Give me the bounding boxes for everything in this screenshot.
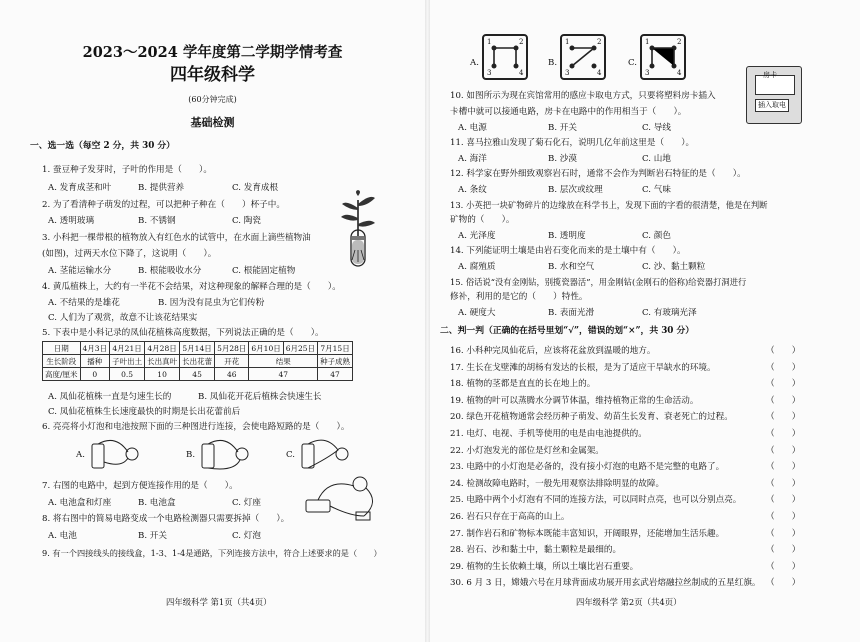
option-6b: B. [186, 450, 196, 460]
list-item: 19. 植物的叶可以蒸腾水分调节体温，维持植物正常的生命活动。 [450, 395, 699, 406]
time-note: (60分钟完成) [188, 95, 237, 104]
question-2: 2. 为了看清种子萌发的过程，可以把种子种在（ ）杯子中。 [42, 200, 285, 210]
question-12: 12. 科学家在野外细致观察岩石时，通常不会作为判断岩石特征的是（ ）。 [450, 169, 746, 179]
option-8c: C. 灯泡 [232, 531, 261, 541]
question-1: 1. 蚕豆种子发芽时，子叶的作用是（ ）。 [42, 165, 212, 175]
table-cell: 长出花蕾 [180, 355, 215, 368]
question-10-line1: 10. 如图所示为现在宾馆常用的感应卡取电方式，只要将塑料房卡插入 [450, 91, 716, 101]
option-6a: A. [76, 450, 85, 460]
option-13b: B. 透明度 [548, 231, 586, 241]
table-cell: 0 [80, 368, 110, 381]
option-2b: B. 不锈钢 [138, 216, 176, 226]
page-2 [430, 0, 860, 642]
card-slot-figure [746, 66, 802, 124]
circuit-c-figure [298, 436, 362, 472]
section-heading-1: 一、选一选（每空 2 分，共 30 分） [30, 141, 175, 151]
option-4b: B. 因为没有昆虫为它们传粉 [158, 298, 265, 308]
table-cell: 开花 [215, 355, 249, 368]
answer-parentheses[interactable]: （ ） [766, 379, 801, 390]
option-2a: A. 透明玻璃 [48, 216, 95, 226]
option-3b: B. 根能吸收水分 [138, 266, 202, 276]
question-10-line2: 卡槽中就可以接通电路，房卡在电路中的作用相当于（ ）。 [450, 107, 687, 117]
answer-parentheses[interactable]: （ ） [766, 346, 801, 356]
terminal-label: 4 [677, 69, 682, 77]
list-item: 26. 岩石只存在于高高的山上。 [450, 512, 570, 522]
terminal-label: 1 [487, 38, 492, 46]
list-item: 29. 植物的生长依赖土壤，所以土壤比岩石重要。 [450, 561, 639, 572]
terminal-label: 1 [565, 38, 570, 46]
question-13-line2: 矿物的（ ）。 [450, 215, 515, 225]
option-3c: C. 根能固定植物 [232, 266, 296, 276]
option-5a: A. 凤仙花植株一直是匀速生长的 [48, 392, 172, 402]
option-4a: A. 不结果的是雄花 [48, 298, 120, 308]
terminal-label: 2 [519, 38, 524, 46]
answer-parentheses[interactable]: （ ） [766, 512, 801, 522]
wire-diagram-b [562, 36, 604, 78]
table-cell: 5月28日 [215, 342, 249, 355]
list-item: 20. 绿色开花植物通常会经历种子萌发、幼苗生长发育、衰老死亡的过程。 [450, 412, 733, 423]
answer-parentheses[interactable]: （ ） [766, 395, 801, 406]
question-15-line1: 15. 俗话说“没有金刚钻，别揽瓷器活”，用金刚钻(金刚石的俗称)给瓷器打洞进行 [450, 277, 747, 287]
table-row [43, 368, 353, 381]
wire-diagram-c [642, 36, 684, 78]
question-9: 9. 有一个四接线头的接线盒，1-3、1-4是通路，下列连接方法中，符合上述要求的是（ ） [42, 548, 382, 558]
option-4c: C. 人们为了观赏，故意不让该花结果实 [48, 313, 198, 323]
terminal-label: 3 [645, 69, 650, 77]
answer-parentheses[interactable]: （ ） [766, 462, 801, 473]
option-9a: A. [470, 58, 479, 68]
table-cell: 结果 [249, 355, 318, 368]
table-row [43, 342, 353, 355]
list-item: 18. 植物的茎都是直直的长在地上的。 [450, 379, 596, 390]
terminal-label: 2 [677, 38, 682, 46]
table-cell: 高度/厘米 [43, 368, 81, 381]
answer-parentheses[interactable]: （ ） [766, 578, 801, 589]
option-11c: C. 山地 [642, 154, 671, 164]
part-heading: 基础检测 [190, 116, 235, 129]
answer-parentheses[interactable]: （ ） [766, 445, 801, 456]
list-item: 17. 生长在戈壁滩的胡杨有发达的长根，是为了适应干旱缺水的环境。 [450, 362, 716, 373]
question-3-line1: 3. 小科把一棵带根的植物放入有红色水的试管中，在水面上滴些植物油 [42, 233, 311, 243]
simple-circuit-figure [300, 470, 386, 526]
table-cell: 播种 [80, 355, 110, 368]
table-cell: 子叶出土 [110, 355, 145, 368]
question-7: 7. 右图的电路中，起到方便连接作用的是（ ）。 [42, 481, 238, 491]
list-item: 27. 制作岩石和矿物标本既能丰富知识，开阔眼界，还能增加生活乐趣。 [450, 528, 725, 539]
option-13c: C. 颜色 [642, 231, 671, 241]
question-13-line1: 13. 小英把一块矿物碎片的边缘放在科学书上，发现下面的字看的很清楚，他是在判断 [450, 200, 768, 210]
option-15a: A. 硬度大 [458, 308, 496, 318]
answer-parentheses[interactable]: （ ） [766, 478, 801, 489]
question-4: 4. 黄瓜植株上，大约有一半花不会结果，对这种现象的解释合理的是（ ）。 [42, 282, 341, 292]
table-cell: 6月10日 [249, 342, 283, 355]
question-5: 5. 下表中是小科记录的凤仙花植株高度数据，下列说法正确的是（ ）。 [42, 328, 324, 338]
table-cell: 7月15日 [318, 342, 353, 355]
circuit-b-figure [198, 436, 262, 472]
terminal-label: 2 [597, 38, 602, 46]
table-cell: 日期 [43, 342, 81, 355]
option-14a: A. 腐殖质 [458, 262, 496, 272]
table-cell: 6月25日 [283, 342, 317, 355]
answer-parentheses[interactable]: （ ） [766, 561, 801, 572]
answer-parentheses[interactable]: （ ） [766, 362, 801, 373]
page-2-footer: 四年级科学 第2页（共4页） [576, 597, 682, 607]
question-8: 8. 将右图中的简易电路变成一个电路检测器只需要拆掉（ ）。 [42, 514, 290, 524]
answer-parentheses[interactable]: （ ） [766, 545, 801, 556]
option-5b: B. 凤仙花开花后植株会快速生长 [198, 392, 322, 402]
table-cell: 46 [215, 368, 249, 381]
wire-diagram-a [484, 36, 526, 78]
table-cell: 47 [249, 368, 318, 381]
option-15c: C. 有玻璃光泽 [642, 308, 697, 318]
option-7b: B. 电池盒 [138, 498, 176, 508]
table-cell: 4月21日 [110, 342, 145, 355]
option-1c: C. 发育成根 [232, 183, 279, 193]
card-slot-label: 插入取电 [755, 99, 789, 112]
answer-parentheses[interactable]: （ ） [766, 412, 801, 423]
table-cell: 10 [145, 368, 180, 381]
plant-in-test-tube-figure [338, 190, 378, 270]
table-cell: 0.5 [110, 368, 145, 381]
option-9c: C. [628, 58, 638, 68]
option-9b: B. [548, 58, 558, 68]
list-item: 21. 电灯、电视、手机等使用的电是由电池提供的。 [450, 429, 647, 439]
question-6: 6. 亮亮将小灯泡和电池按照下面的三种图进行连接，会使电路短路的是（ ）。 [42, 422, 350, 432]
option-1a: A. 发育成茎和叶 [48, 183, 112, 193]
option-7c: C. 灯座 [232, 498, 261, 508]
terminal-label: 1 [645, 38, 650, 46]
section-heading-2: 二、判一判（正确的在括号里划“√”，错误的划“×”，共 30 分） [440, 326, 695, 336]
table-cell: 生长阶段 [43, 355, 81, 368]
option-5c: C. 凤仙花植株生长速度最快的时期是长出花蕾前后 [48, 407, 241, 417]
circuit-a-figure [88, 436, 152, 472]
answer-parentheses[interactable]: （ ） [766, 495, 801, 506]
option-14c: C. 沙、黏土颗粒 [642, 262, 706, 272]
question-15-line2: 修补，利用的是它的（ ）特性。 [450, 292, 588, 302]
list-item: 22. 小灯泡发光的部位是灯丝和金属架。 [450, 445, 604, 456]
page-1 [0, 0, 425, 642]
option-10c: C. 导线 [642, 123, 671, 133]
subject-title: 四年级科学 [170, 65, 255, 85]
terminal-label: 3 [487, 69, 492, 77]
terminal-label: 4 [597, 69, 602, 77]
table-cell: 4月28日 [145, 342, 180, 355]
option-2c: C. 陶瓷 [232, 216, 261, 226]
table-cell: 4月3日 [80, 342, 110, 355]
question-14: 14. 下列能证明土壤是由岩石变化而来的是土壤中有（ ）。 [450, 246, 686, 256]
option-12b: B. 层次或纹理 [548, 185, 603, 195]
junction-box-b [560, 34, 606, 80]
option-12c: C. 气味 [642, 185, 671, 195]
list-item: 16. 小科种完凤仙花后，应该将花盆放到温暖的地方。 [450, 346, 656, 356]
page-1-footer: 四年级科学 第1页（共4页） [166, 597, 272, 607]
option-11a: A. 海洋 [458, 154, 487, 164]
terminal-label: 4 [519, 69, 524, 77]
exam-title: 2023～2024 学年度第二学期学情考查 [82, 44, 343, 61]
option-12a: A. 条纹 [458, 185, 487, 195]
table-cell: 45 [180, 368, 215, 381]
list-item: 25. 电路中两个小灯泡有不同的连接方法，可以同时点亮，也可以分别点亮。 [450, 495, 742, 506]
list-item: 28. 岩石、沙和黏土中，黏土颗粒是最细的。 [450, 545, 622, 556]
option-10b: B. 开关 [548, 123, 577, 133]
junction-box-a [482, 34, 528, 80]
option-14b: B. 水和空气 [548, 262, 595, 272]
table-cell: 种子成熟 [318, 355, 353, 368]
room-card-label: 房卡 [763, 71, 777, 79]
option-3a: A. 茎能运输水分 [48, 266, 112, 276]
option-13a: A. 光泽度 [458, 231, 496, 241]
table-cell: 47 [318, 368, 353, 381]
option-15b: B. 表面光滑 [548, 308, 595, 318]
option-10a: A. 电源 [458, 123, 487, 133]
question-11: 11. 喜马拉雅山发现了菊石化石，说明几亿年前这里是（ ）。 [450, 138, 695, 148]
option-8b: B. 开关 [138, 531, 167, 541]
option-11b: B. 沙漠 [548, 154, 577, 164]
table-cell: 5月14日 [180, 342, 215, 355]
answer-parentheses[interactable]: （ ） [766, 528, 801, 539]
junction-box-c [640, 34, 686, 80]
question-3-line2: (如图)，过两天水位下降了，这说明（ ）。 [42, 249, 217, 259]
list-item: 23. 电路中的小灯泡是必备的，没有接小灯泡的电路不是完整的电路了。 [450, 462, 725, 473]
terminal-label: 3 [565, 69, 570, 77]
option-6c: C. [286, 450, 296, 460]
option-1b: B. 提供营养 [138, 183, 185, 193]
option-7a: A. 电池盒和灯座 [48, 498, 112, 508]
table-row [43, 355, 353, 368]
answer-parentheses[interactable]: （ ） [766, 429, 801, 439]
list-item: 24. 检测故障电路时，一般先用观察法排除明显的故障。 [450, 478, 665, 489]
list-item: 30. 6 月 3 日，嫦娥六号在月球背面成功展开用玄武岩熔融拉丝制成的五星红旗。 [450, 578, 761, 589]
growth-data-table [42, 341, 353, 381]
option-8a: A. 电池 [48, 531, 77, 541]
table-cell: 长出真叶 [145, 355, 180, 368]
